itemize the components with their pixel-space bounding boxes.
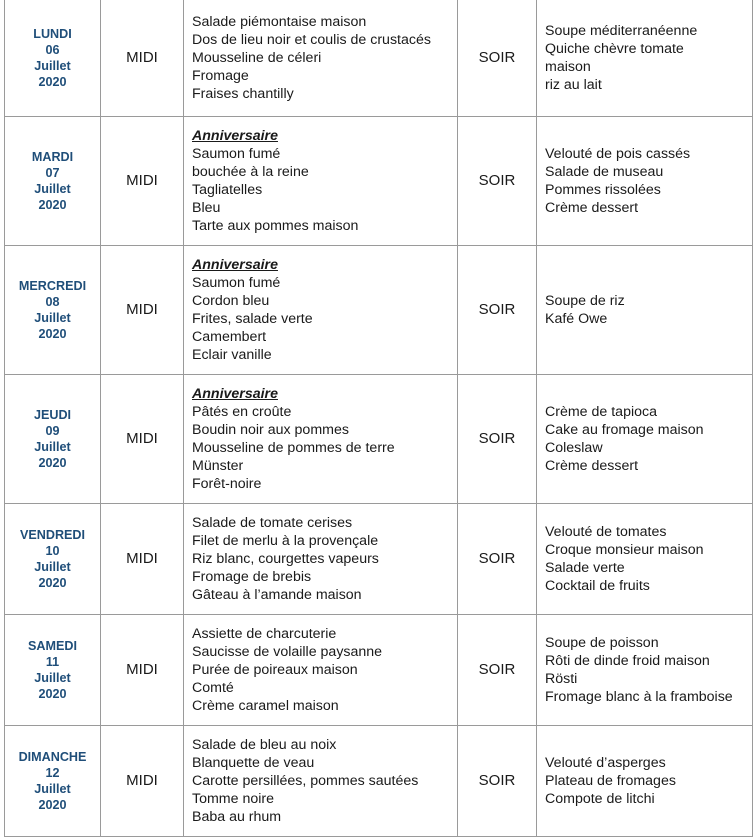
day-cell <box>5 504 101 615</box>
day-cell <box>5 246 101 375</box>
weekly-menu-table <box>4 0 753 837</box>
day-day-num: 10 <box>45 544 60 558</box>
day-cell <box>5 726 101 837</box>
lunch-dish: Forêt-noire <box>192 476 262 492</box>
dinner-dish: Soupe de riz <box>545 293 625 309</box>
lunch-dishes <box>184 726 458 837</box>
lunch-dishes <box>184 504 458 615</box>
dinner-dishes <box>537 0 753 117</box>
dinner-dish: Kafé Owe <box>545 311 608 327</box>
dinner-dish: Rôti de dinde froid maison <box>545 653 710 669</box>
dinner-dish: maison <box>545 58 591 75</box>
day-month: Juillet <box>34 782 71 796</box>
menu-body <box>5 0 753 837</box>
lunch-dish: Fraises chantilly <box>192 85 294 102</box>
dinner-dishes <box>537 246 753 375</box>
day-row <box>5 117 753 246</box>
day-month: Juillet <box>34 182 71 196</box>
day-cell <box>5 375 101 504</box>
lunch-dishes <box>184 0 458 117</box>
lunch-label: MIDI <box>101 375 184 504</box>
dinner-dish: Soupe méditerranéenne <box>545 22 698 39</box>
day-year: 2020 <box>38 74 67 89</box>
day-day-num: 11 <box>45 655 60 669</box>
lunch-dish: Filet de merlu à la provençale <box>192 533 379 549</box>
lunch-dish: Saucisse de volaille paysanne <box>192 644 383 660</box>
dinner-label: SOIR <box>458 0 537 117</box>
lunch-dish: Salade de tomate cerises <box>192 515 353 531</box>
lunch-dish: Dos de lieu noir et coulis de crustacés <box>192 31 431 48</box>
day-month: Juillet <box>34 671 71 685</box>
day-month: Juillet <box>34 440 71 454</box>
dinner-dishes <box>537 375 753 504</box>
dinner-dishes <box>537 726 753 837</box>
lunch-dish: Assiette de charcuterie <box>192 626 337 642</box>
lunch-label: MIDI <box>101 246 184 375</box>
dinner-dishes <box>537 117 753 246</box>
lunch-dish: Pâtés en croûte <box>192 404 292 420</box>
day-day-name: MERCREDI <box>18 279 87 293</box>
dinner-dish: Rösti <box>545 671 578 687</box>
lunch-dish: Gâteau à l’amande maison <box>192 587 362 603</box>
lunch-dishes <box>184 246 458 375</box>
lunch-dishes <box>184 117 458 246</box>
day-day-num: 06 <box>45 42 60 57</box>
day-year: 2020 <box>38 576 67 590</box>
dinner-dish: Velouté de tomates <box>545 524 667 540</box>
dinner-label: SOIR <box>458 246 537 375</box>
lunch-dish: Bleu <box>192 200 221 216</box>
lunch-dish: Boudin noir aux pommes <box>192 422 349 438</box>
lunch-dish: Tagliatelles <box>192 182 263 198</box>
lunch-label: MIDI <box>101 726 184 837</box>
day-day-num: 08 <box>45 295 60 309</box>
dinner-dish: Croque monsieur maison <box>545 542 704 558</box>
dinner-dish: Cake au fromage maison <box>545 422 704 438</box>
dinner-label: SOIR <box>458 726 537 837</box>
dinner-dish: Crème dessert <box>545 458 639 474</box>
lunch-label: MIDI <box>101 615 184 726</box>
dinner-dish: Plateau de fromages <box>545 773 676 789</box>
day-day-name: SAMEDI <box>28 639 77 653</box>
day-day-name: LUNDI <box>33 26 72 41</box>
lunch-dish: Baba au rhum <box>192 809 282 825</box>
lunch-dish: Camembert <box>192 329 267 345</box>
dinner-dish: Fromage blanc à la framboise <box>545 689 733 705</box>
dinner-dish: Velouté d’asperges <box>545 755 666 771</box>
day-row <box>5 0 753 117</box>
lunch-dish: Crème caramel maison <box>192 698 339 714</box>
dinner-dish: Salade verte <box>545 560 625 576</box>
special-occasion-label: Anniversaire <box>192 128 278 144</box>
day-year: 2020 <box>38 198 67 212</box>
day-cell <box>5 0 101 117</box>
lunch-dish: Saumon fumé <box>192 146 281 162</box>
lunch-label: MIDI <box>101 0 184 117</box>
lunch-dishes <box>184 615 458 726</box>
lunch-dish: Blanquette de veau <box>192 755 315 771</box>
day-day-num: 12 <box>45 766 60 780</box>
day-cell <box>5 615 101 726</box>
dinner-label: SOIR <box>458 615 537 726</box>
dinner-dish: Velouté de pois cassés <box>545 146 691 162</box>
special-occasion-label: Anniversaire <box>192 386 278 402</box>
lunch-dish: Fromage <box>192 67 249 84</box>
lunch-dish: Purée de poireaux maison <box>192 662 358 678</box>
lunch-label: MIDI <box>101 117 184 246</box>
lunch-dish: Comté <box>192 680 234 696</box>
dinner-dish: Coleslaw <box>545 440 603 456</box>
dinner-label: SOIR <box>458 375 537 504</box>
day-year: 2020 <box>38 798 67 812</box>
day-month: Juillet <box>34 311 71 325</box>
dinner-dish: Pommes rissolées <box>545 182 661 198</box>
lunch-dish: Cordon bleu <box>192 293 270 309</box>
day-year: 2020 <box>38 327 67 341</box>
dinner-label: SOIR <box>458 117 537 246</box>
lunch-dish: Tarte aux pommes maison <box>192 218 359 234</box>
dinner-dish: Soupe de poisson <box>545 635 659 651</box>
special-occasion-label: Anniversaire <box>192 257 278 273</box>
dinner-label: SOIR <box>458 504 537 615</box>
day-day-num: 07 <box>45 166 60 180</box>
dinner-dish: Salade de museau <box>545 164 664 180</box>
lunch-dish: Carotte persillées, pommes sautées <box>192 773 419 789</box>
day-row <box>5 615 753 726</box>
day-day-name: MARDI <box>31 150 74 164</box>
lunch-dish: Salade piémontaise maison <box>192 13 367 30</box>
dinner-dish: Compote de litchi <box>545 791 655 807</box>
day-year: 2020 <box>38 687 67 701</box>
lunch-dish: Salade de bleu au noix <box>192 737 337 753</box>
day-day-name: JEUDI <box>33 408 72 422</box>
lunch-dishes <box>184 375 458 504</box>
day-month: Juillet <box>34 58 71 73</box>
lunch-dish: Mousseline de pommes de terre <box>192 440 395 456</box>
day-day-name: DIMANCHE <box>18 750 87 764</box>
day-cell <box>5 117 101 246</box>
lunch-label: MIDI <box>101 504 184 615</box>
day-row <box>5 375 753 504</box>
day-row <box>5 504 753 615</box>
lunch-dish: Frites, salade verte <box>192 311 313 327</box>
day-day-name: VENDREDI <box>19 528 86 542</box>
lunch-dish: Münster <box>192 458 244 474</box>
lunch-dish: Saumon fumé <box>192 275 281 291</box>
dinner-dish: riz au lait <box>545 76 602 93</box>
lunch-dish: Eclair vanille <box>192 347 272 363</box>
lunch-dish: Tomme noire <box>192 791 274 807</box>
day-row <box>5 726 753 837</box>
day-year: 2020 <box>38 456 67 470</box>
day-row <box>5 246 753 375</box>
day-month: Juillet <box>34 560 71 574</box>
dinner-dish: Cocktail de fruits <box>545 578 650 594</box>
dinner-dish: Crème dessert <box>545 200 639 216</box>
dinner-dishes <box>537 504 753 615</box>
lunch-dish: Mousseline de céleri <box>192 49 322 66</box>
dinner-dish: Crème de tapioca <box>545 404 657 420</box>
dinner-dishes <box>537 615 753 726</box>
lunch-dish: bouchée à la reine <box>192 164 309 180</box>
lunch-dish: Riz blanc, courgettes vapeurs <box>192 551 379 567</box>
lunch-dish: Fromage de brebis <box>192 569 312 585</box>
day-day-num: 09 <box>45 424 60 438</box>
dinner-dish: Quiche chèvre tomate <box>545 40 684 57</box>
